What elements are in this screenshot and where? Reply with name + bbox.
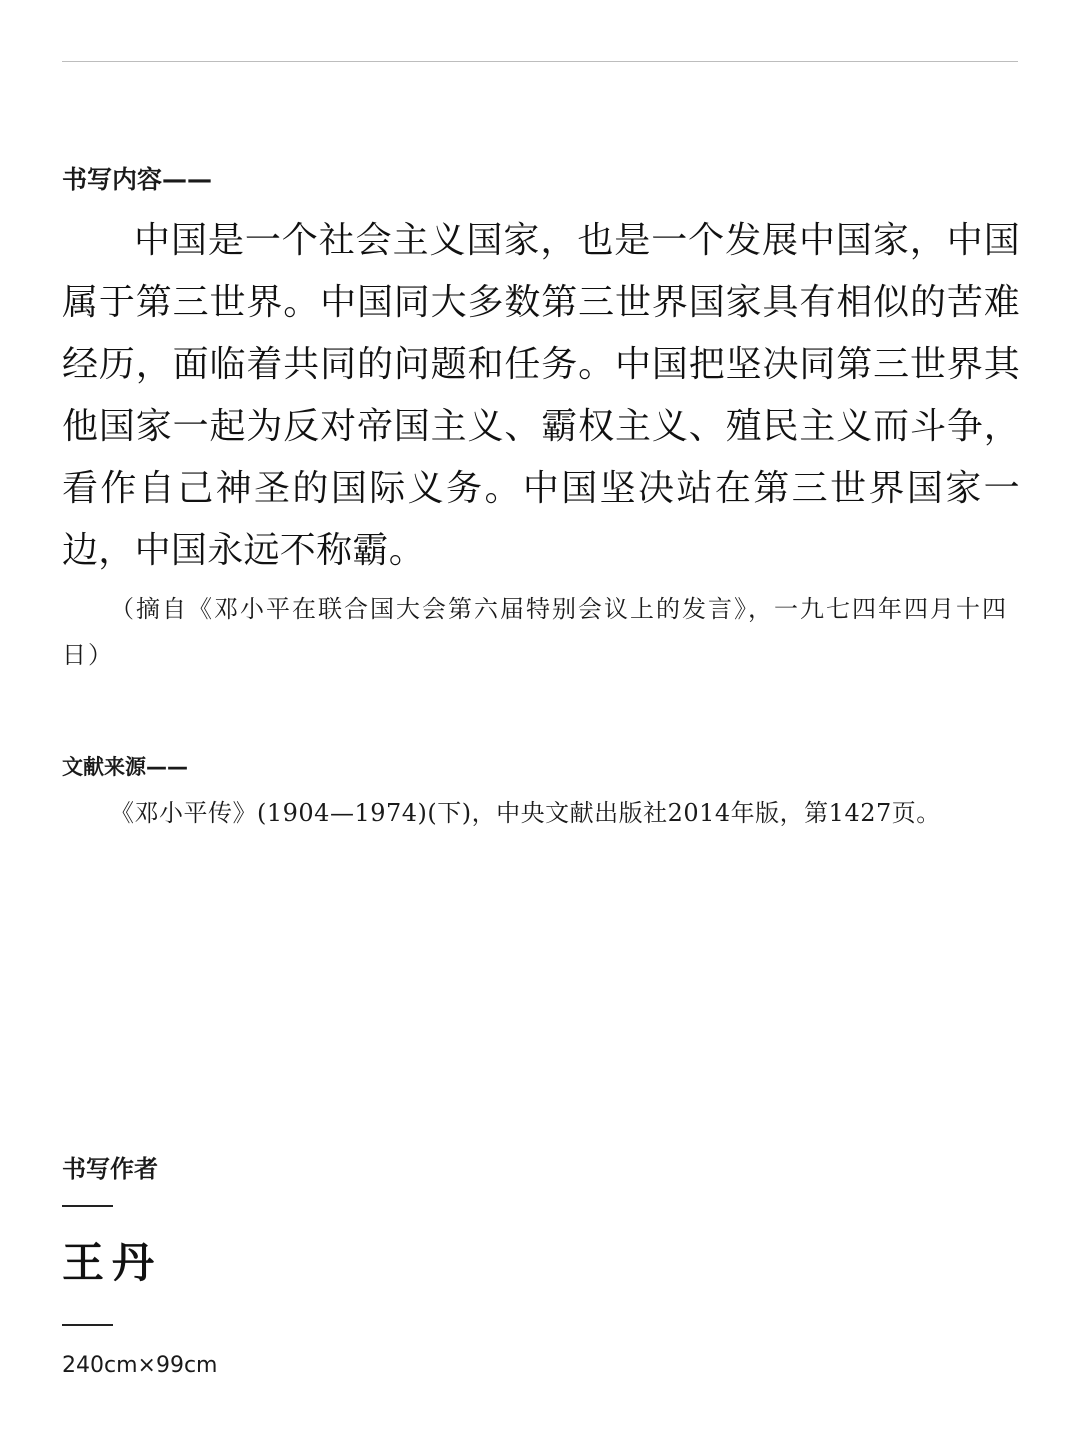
content-section-label: 书写内容—— <box>62 165 213 194</box>
top-divider <box>62 61 1018 62</box>
author-section-label: 书写作者 <box>62 1155 158 1183</box>
source-reference-text: 《邓小平传》(1904—1974)(下)，中央文献出版社2014年版，第1427页。 <box>110 799 941 827</box>
author-divider-bottom <box>62 1324 113 1326</box>
author-name: 王丹 <box>62 1238 163 1287</box>
author-divider-top <box>62 1205 113 1207</box>
quote-citation: （摘自《邓小平在联合国大会第六届特别会议上的发言》，一九七四年四月十四日） <box>62 595 1008 669</box>
source-section-label: 文献来源—— <box>62 755 188 779</box>
artwork-dimensions: 240cm×99cm <box>62 1353 218 1378</box>
quote-body-text: 中国是一个社会主义国家，也是一个发展中国家，中国属于第三世界。中国同大多数第三世界国家具有相似的苦难经历，面临着共同的问题和任务。中国把坚决同第三世界其他国家一起为反对帝国主义、霸权主义、殖民主义而斗争，看作自己神圣的国际义务。中国坚决站在第三世界国家一边，中国永远不称霸。 <box>62 220 1020 571</box>
